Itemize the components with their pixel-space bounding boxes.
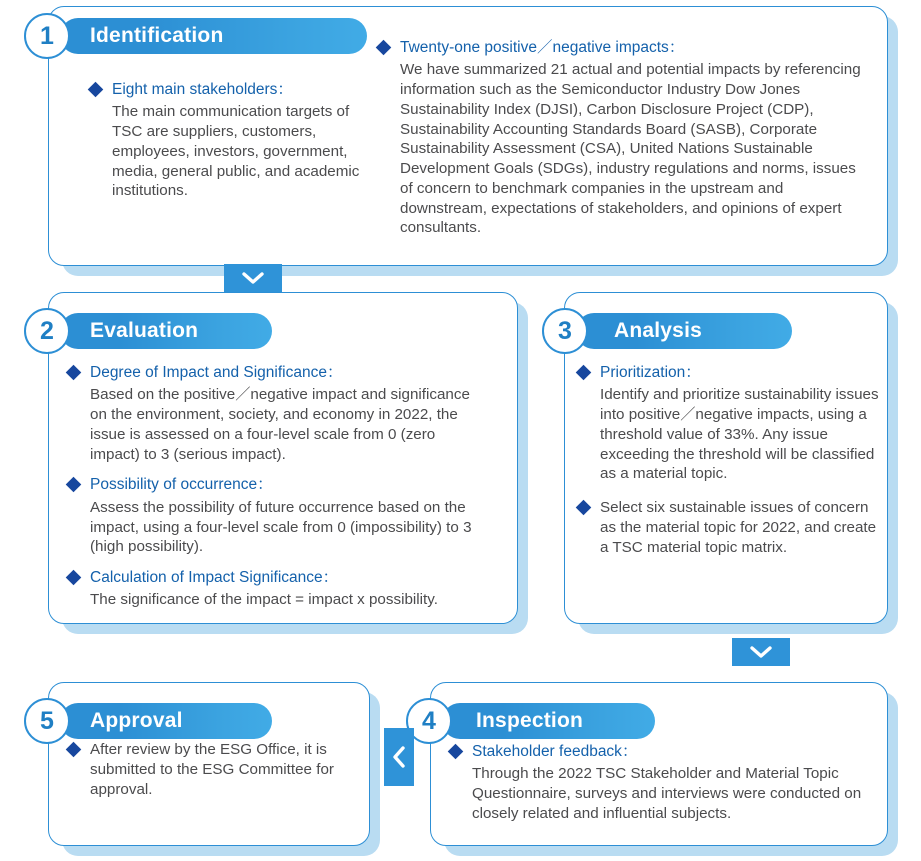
diamond-bullet-icon — [66, 742, 82, 758]
item-body-text: The significance of the impact = impact x possibility. — [90, 591, 438, 609]
list-item — [68, 568, 508, 610]
diamond-bullet-icon — [448, 744, 464, 760]
list-item — [378, 38, 870, 238]
step-3-header-pill — [576, 313, 792, 349]
list-item — [68, 740, 368, 799]
item-body-text: Identify and prioritize sustainability issues into positive／negative impacts, using a threshold value of 33%. Any issue exceeding the threshold will be classified as a material topic. — [600, 386, 879, 483]
diamond-bullet-icon — [376, 40, 392, 56]
step-2-number: 2 — [40, 316, 54, 345]
step-3-number: 3 — [558, 316, 572, 345]
colon-glyph: ： — [326, 364, 343, 381]
list-item — [90, 80, 378, 201]
step-1-left-column — [90, 80, 378, 201]
chevron-down-icon — [750, 645, 772, 659]
diamond-bullet-icon — [66, 570, 82, 586]
list-item — [578, 498, 878, 557]
step-5-number: 5 — [40, 706, 54, 735]
step-3-title: Analysis — [614, 319, 702, 342]
diamond-bullet-icon — [576, 365, 592, 381]
item-body-text: Through the 2022 TSC Stakeholder and Material Topic Questionnaire, surveys and interviews were conducted on closely related and influential subjects. — [472, 765, 862, 822]
item-heading-row — [68, 568, 508, 587]
diamond-bullet-icon — [576, 500, 592, 516]
step-1-number: 1 — [40, 21, 54, 50]
step-4-number: 4 — [422, 706, 436, 735]
item-heading-row — [68, 363, 508, 382]
item-heading-row — [68, 475, 508, 494]
step-1-header-pill — [60, 18, 367, 54]
step-2-header-pill — [60, 313, 272, 349]
diamond-bullet-icon — [88, 82, 104, 98]
step-4-item-list — [450, 742, 886, 824]
item-heading-row — [578, 363, 878, 382]
step-5-header-pill — [60, 703, 272, 739]
item-body-text: We have summarized 21 actual and potential impacts by referencing information such as the Semiconductor Industry Dow Jones Sustainability Index (DJSI), Carbon Disclosure Project (CDP), Sustainability Accounting Standards Board (SASB), Corporate Sustainability Assessment (CSA), United Nations Sustainable Development Goals (SDGs), industry regulations and norms, issues of concern to benchmark companies in the upstream and downstream, expectations of stakeholders, and opinions of expert consultants. — [400, 61, 861, 237]
item-body-text-with-bullet — [578, 498, 888, 557]
colon-glyph: ： — [685, 364, 701, 381]
step-2-number-badge — [24, 308, 70, 354]
chevron-down-icon — [242, 271, 264, 285]
colon-glyph: ： — [277, 81, 293, 98]
colon-glyph: ： — [668, 39, 685, 56]
item-heading: Eight main stakeholders — [112, 81, 278, 98]
item-body-text: The main communication targets of TSC are suppliers, customers, employees, investors, government, media, general public, and academic institutions. — [112, 103, 360, 200]
item-heading-row — [90, 80, 378, 99]
item-body-text: Select six sustainable issues of concern as the material topic for 2022, and create a TSC material topic matrix. — [600, 499, 877, 556]
connector-step3-to-step4 — [732, 638, 790, 666]
item-body-text: Based on the positive／negative impact and significance on the environment, society, and economy in 2022, the issue is assessed on a four-level scale from 0 (zero impact) to 3 (serious impact). — [90, 386, 470, 463]
connector-step4-to-step5 — [384, 728, 414, 786]
list-item — [68, 475, 508, 557]
item-heading: Degree of Impact and Significance — [90, 364, 327, 381]
step-1-number-badge — [24, 13, 70, 59]
step-3-number-badge — [542, 308, 588, 354]
item-body-text: After review by the ESG Office, it is submitted to the ESG Committee for approval. — [90, 741, 334, 798]
list-item — [450, 742, 886, 824]
step-4-title: Inspection — [476, 709, 584, 732]
colon-glyph: ： — [621, 743, 638, 760]
step-2-title: Evaluation — [90, 319, 199, 342]
step-1-title: Identification — [90, 24, 224, 47]
item-heading-row — [450, 742, 886, 761]
item-heading: Possibility of occurrence — [90, 476, 258, 494]
step-1-right-column — [378, 38, 870, 238]
item-heading: Calculation of Impact Significance — [90, 569, 323, 586]
diamond-bullet-icon — [66, 477, 82, 493]
item-heading: Twenty-one positive／negative impacts — [400, 39, 669, 56]
diamond-bullet-icon — [66, 365, 82, 381]
colon-glyph: ： — [322, 569, 339, 586]
chevron-left-icon — [392, 746, 406, 768]
item-heading: Stakeholder feedback — [472, 743, 622, 760]
step-3-item-list — [578, 363, 878, 557]
list-item — [578, 363, 878, 484]
list-item — [68, 363, 508, 464]
item-heading: Prioritization — [600, 364, 686, 381]
step-4-header-pill — [442, 703, 655, 739]
step-2-item-list — [68, 363, 508, 610]
item-heading-row — [378, 38, 870, 57]
connector-step1-to-step2 — [224, 264, 282, 292]
step-5-title: Approval — [90, 709, 183, 732]
colon-glyph: ： — [257, 476, 273, 494]
step-5-number-badge — [24, 698, 70, 744]
step-5-item-list — [68, 740, 368, 799]
item-body-text: Assess the possibility of future occurrence based on the impact, using a four-level scale from 0 (impossibility) to 3 (high possibility). — [90, 498, 472, 556]
item-body-text-with-bullet — [68, 740, 352, 799]
